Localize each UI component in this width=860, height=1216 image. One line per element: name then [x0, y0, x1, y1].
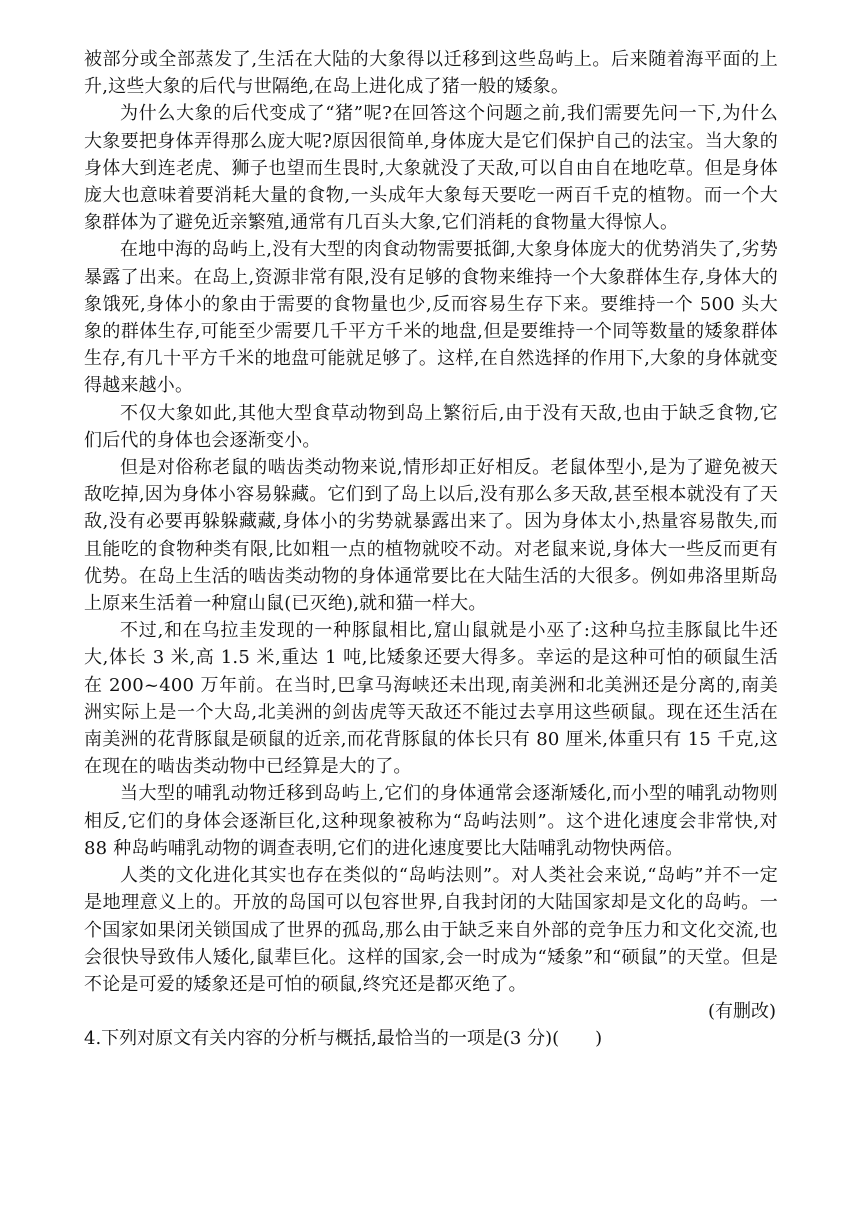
question-4: 4.下列对原文有关内容的分析与概括,最恰当的一项是(3 分)( ): [84, 1028, 603, 1050]
paragraph-3: 在地中海的岛屿上,没有大型的肉食动物需要抵御,大象身体庞大的优势消失了,劣势暴露了出来。在岛上,资源非常有限,没有足够的食物来维持一个大象群体生存,身体大的象饿死,身体小的象由于需要的食物量也少,反而容易生存下来。要维持一个 500 头大象的群体生存,可能至少需要几千平方千米的地盘,但是要维持一个同等数量的矮象群体生存,有几十平方千米的地盘可能就足够了。这样,在自然选择的作用下,大象的身体就变得越来越小。: [84, 239, 778, 397]
paragraph-4: 不仅大象如此,其他大型食草动物到岛上繁衍后,由于没有天敌,也由于缺乏食物,它们后代的身体也会逐渐变小。: [84, 402, 778, 451]
source-note: (有删改): [707, 1001, 776, 1023]
paragraph-6: 不过,和在乌拉圭发现的一种豚鼠相比,窟山鼠就是小巫了:这种乌拉圭豚鼠比牛还大,体长 3 米,高 1.5 米,重达 1 吨,比矮象还要大得多。幸运的是这种可怕的硕鼠生活在 200~400 万年前。在当时,巴拿马海峡还未出现,南美洲和北美洲还是分离的,南美洲实际上是一个大岛,北美洲的剑齿虎等天敌还不能过去享用这些硕鼠。现在还生活在南美洲的花背豚鼠是硕鼠的近亲,而花背豚鼠的体长只有 80 厘米,体重只有 15 千克,这在现在的啮齿类动物中已经算是大的了。: [84, 620, 778, 778]
document-page: [84, 46, 778, 1053]
paragraph-5: 但是对俗称老鼠的啮齿类动物来说,情形却正好相反。老鼠体型小,是为了避免被天敌吃掉,因为身体小容易躲藏。它们到了岛上以后,没有那么多天敌,甚至根本就没有了天敌,没有必要再躲躲藏藏,身体小的劣势就暴露出来了。因为身体太小,热量容易散失,而且能吃的食物种类有限,比如粗一点的植物就咬不动。对老鼠来说,身体大一些反而更有优势。在岛上生活的啮齿类动物的身体通常要比在大陆生活的大很多。例如弗洛里斯岛上原来生活着一种窟山鼠(已灭绝),就和猫一样大。: [84, 457, 778, 615]
paragraph-7: 当大型的哺乳动物迁移到岛屿上,它们的身体通常会逐渐矮化,而小型的哺乳动物则相反,它们的身体会逐渐巨化,这种现象被称为“岛屿法则”。这个进化速度会非常快,对 88 种岛屿哺乳动物的调查表明,它们的进化速度要比大陆哺乳动物快两倍。: [84, 783, 778, 859]
paragraph-2: 为什么大象的后代变成了“猪”呢?在回答这个问题之前,我们需要先问一下,为什么大象要把身体弄得那么庞大呢?原因很简单,身体庞大是它们保护自己的法宝。当大象的身体大到连老虎、狮子也望而生畏时,大象就没了天敌,可以自由自在地吃草。但是身体庞大也意味着要消耗大量的食物,一头成年大象每天要吃一两百千克的植物。而一个大象群体为了避免近亲繁殖,通常有几百头大象,它们消耗的食物量大得惊人。: [84, 103, 778, 234]
paragraph-1: 被部分或全部蒸发了,生活在大陆的大象得以迁移到这些岛屿上。后来随着海平面的上升,这些大象的后代与世隔绝,在岛上进化成了猪一般的矮象。: [84, 49, 778, 98]
paragraph-8: 人类的文化进化其实也存在类似的“岛屿法则”。对人类社会来说,“岛屿”并不一定是地理意义上的。开放的岛国可以包容世界,自我封闭的大陆国家却是文化的岛屿。一个国家如果闭关锁国成了世界的孤岛,那么由于缺乏来自外部的竞争压力和文化交流,也会很快导致伟人矮化,鼠辈巨化。这样的国家,会一时成为“矮象”和“硕鼠”的天堂。但是不论是可爱的矮象还是可怕的硕鼠,终究还是都灭绝了。: [84, 865, 778, 995]
